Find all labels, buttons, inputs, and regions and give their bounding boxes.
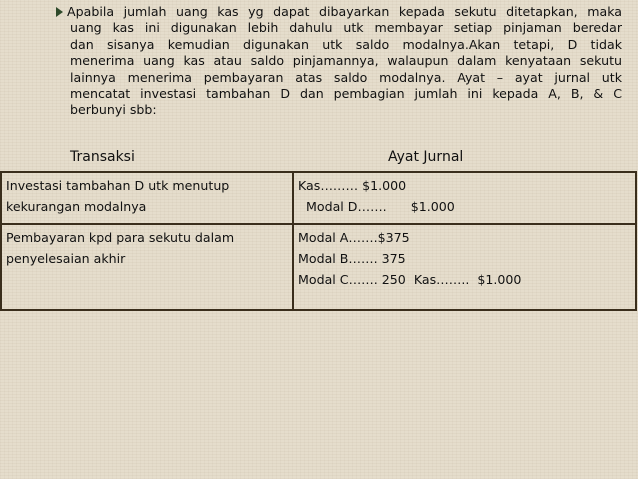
intro-line: dan sisanya kemudian digunakan utk saldo modalnya.Akan tetapi, D tidak [70,36,622,52]
jurnal-line: Modal D……. $1.000 [298,199,455,214]
jurnal-line: Modal A…….$375 [298,230,410,245]
bullet-icon [56,7,63,17]
intro-line: Apabila jumlah uang kas yg dapat dibayarkan kepada sekutu ditetapkan, maka [56,4,622,20]
intro-line: uang kas ini digunakan lebih dahulu utk membayar setiap pinjaman beredar [70,20,622,36]
jurnal-line: Modal C……. 250 Kas…….. $1.000 [298,272,522,287]
intro-line: lainnya menerima pembayaran atas saldo modalnya. Ayat – ayat jurnal utk [70,69,622,85]
intro-paragraph [56,4,622,119]
transaksi-line: Investasi tambahan D utk menutup [6,178,230,193]
intro-line: mencatat investasi tambahan D dan pembagian jumlah ini kepada A, B, & C [70,86,622,102]
transaksi-cell [1,224,293,310]
header-ayat-jurnal: Ayat Jurnal [388,149,464,165]
transaksi-cell [1,172,293,224]
journal-table [0,171,637,311]
transaksi-line: penyelesaian akhir [6,251,126,266]
jurnal-line: Modal B……. 375 [298,251,406,266]
jurnal-cell [293,224,636,310]
transaksi-line: kekurangan modalnya [6,199,147,214]
table-row [1,224,636,310]
intro-line: menerima uang kas atau saldo pinjamannya, walaupun dalam kenyataan sekutu [70,53,622,69]
jurnal-line: Kas……… $1.000 [298,178,407,193]
table-row [1,172,636,224]
transaksi-line: Pembayaran kpd para sekutu dalam [6,230,235,245]
header-transaksi: Transaksi [70,149,135,165]
intro-line: berbunyi sbb: [70,102,157,118]
column-headers [0,149,638,169]
jurnal-cell [293,172,636,224]
